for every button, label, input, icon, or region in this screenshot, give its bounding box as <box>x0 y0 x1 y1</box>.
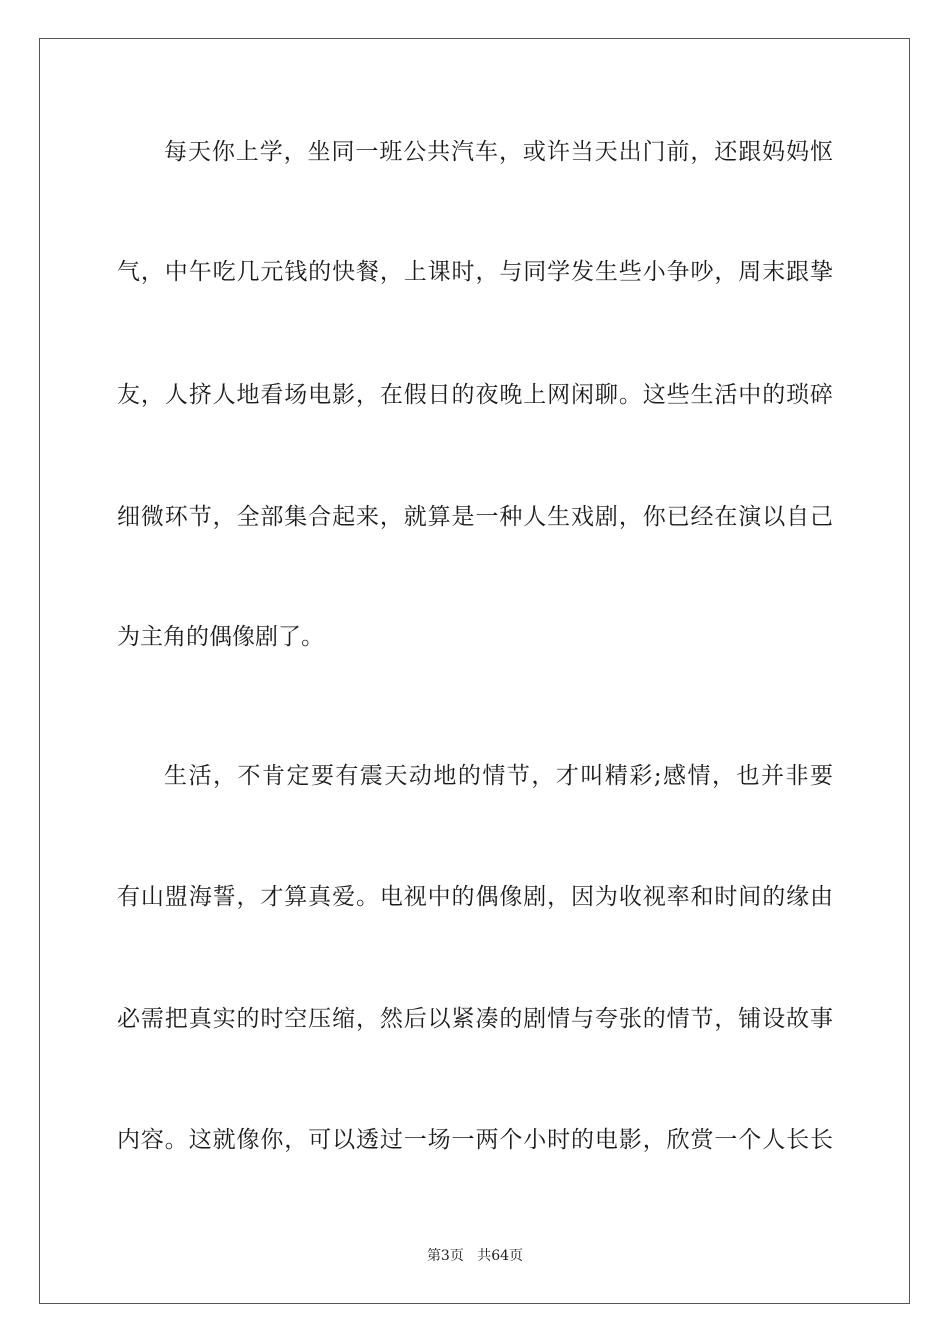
paragraph-2-line-2: 有山盟海誓，才算真爱。电视中的偶像剧，因为收视率和时间的缘由 <box>117 884 833 910</box>
paragraph-2-line-3: 必需把真实的时空压缩，然后以紧凑的剧情与夸张的情节，铺设故事 <box>117 1006 833 1032</box>
page-frame <box>39 38 910 1304</box>
page-footer <box>0 1247 950 1265</box>
paragraph-1-line-2: 气，中午吃几元钱的快餐，上课时，与同学发生些小争吵，周末跟挚 <box>117 259 833 285</box>
page-number: 第3页 <box>426 1248 464 1264</box>
paragraph-1-line-4: 细微环节，全部集合起来，就算是一种人生戏剧，你已经在演以自己 <box>117 504 833 530</box>
paragraph-1-line-3: 友，人挤人地看场电影，在假日的夜晚上网闲聊。这些生活中的琐碎 <box>117 382 833 408</box>
paragraph-2-line-1: 生活，不肯定要有震天动地的情节，才叫精彩;感情，也并非要 <box>164 763 833 789</box>
paragraph-2-line-4: 内容。这就像你，可以透过一场一两个小时的电影，欣赏一个人长长 <box>117 1127 833 1153</box>
total-pages: 共64页 <box>477 1248 524 1264</box>
paragraph-1-line-5: 为主角的偶像剧了。 <box>117 624 324 650</box>
paragraph-1-line-1: 每天你上学，坐同一班公共汽车，或许当天出门前，还跟妈妈怄 <box>164 139 833 165</box>
